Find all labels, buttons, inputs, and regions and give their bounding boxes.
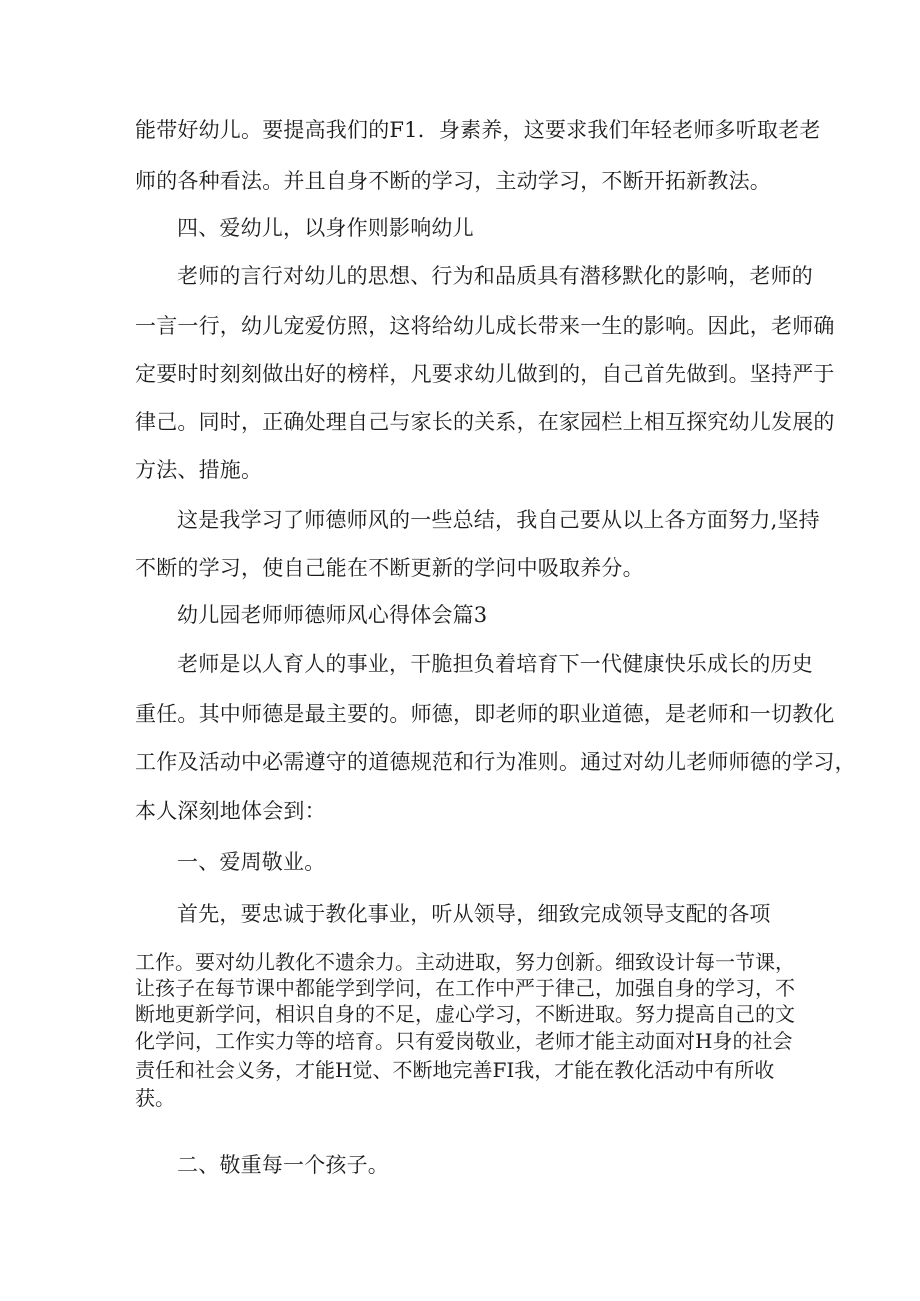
text-line: 律己。同时，正确处理自己与家长的关系，在家园栏上相互探究幼儿发展的 bbox=[135, 410, 835, 434]
text-line: 老师的言行对幼儿的思想、行为和品质具有潜移默化的影响，老师的 bbox=[177, 264, 813, 288]
text-line: 让孩子在每节课中都能学到学问，在工作中严于律己，加强自身的学习，不 bbox=[135, 976, 795, 1000]
text-line: 断地更新学问，相识自身的不足，虚心学习，不断进取。努力提高自己的文 bbox=[135, 1002, 795, 1026]
text-line: 师的各种看法。并且自身不断的学习，主动学习，不断开拓新教法。 bbox=[135, 169, 771, 193]
text-line: 不断的学习，使自己能在不断更新的学问中吸取养分。 bbox=[135, 556, 644, 580]
text-line: 责任和社会义务，才能H觉、不断地完善FI我，才能在教化活动中有所收 bbox=[135, 1058, 775, 1082]
article-title: 幼儿园老师师德师风心得体会篇3 bbox=[177, 603, 488, 627]
text-line: 一言一行，幼儿宠爱仿照，这将给幼儿成长带来一生的影响。因此，老师确 bbox=[135, 314, 835, 338]
section-heading: 四、爱幼儿，以身作则影响幼儿 bbox=[177, 216, 474, 240]
text-line: 定要时时刻刻做出好的榜样，凡要求幼儿做到的，自己首先做到。坚持严于 bbox=[135, 362, 835, 386]
text-line: 工作。要对幼儿教化不遗余力。主动进取，努力创新。细致设计每一节课， bbox=[135, 950, 795, 974]
text-line: 获。 bbox=[135, 1086, 175, 1110]
text-line: 能带好幼儿。要提高我们的F1．身素养，这要求我们年轻老师多听取老老 bbox=[135, 118, 821, 142]
text-line: 本人深刻地体会到： bbox=[135, 799, 326, 823]
section-heading: 一、爱周敬业。 bbox=[177, 850, 326, 874]
text-line: 重任。其中师德是最主要的。师德，即老师的职业道德，是老师和一切教化 bbox=[135, 702, 835, 726]
text-line: 工作及活动中必需遵守的道德规范和行为准则。通过对幼儿老师师德的学习， bbox=[135, 750, 856, 774]
text-line: 方法、措施。 bbox=[135, 458, 263, 482]
section-heading: 二、敬重每一个孩子。 bbox=[177, 1153, 389, 1177]
text-line: 化学问，工作实力等的培育。只有爱岗敬业，老师才能主动面对H身的社会 bbox=[135, 1029, 793, 1053]
text-line: 老师是以人育人的事业，干脆担负着培育下一代健康快乐成长的历史 bbox=[177, 652, 813, 676]
text-line: 这是我学习了师德师风的一些总结，我自己要从以上各方面努力,坚持 bbox=[177, 508, 820, 532]
text-line: 首先，要忠诚于教化事业，听从领导，细致完成领导支配的各项 bbox=[177, 902, 771, 926]
